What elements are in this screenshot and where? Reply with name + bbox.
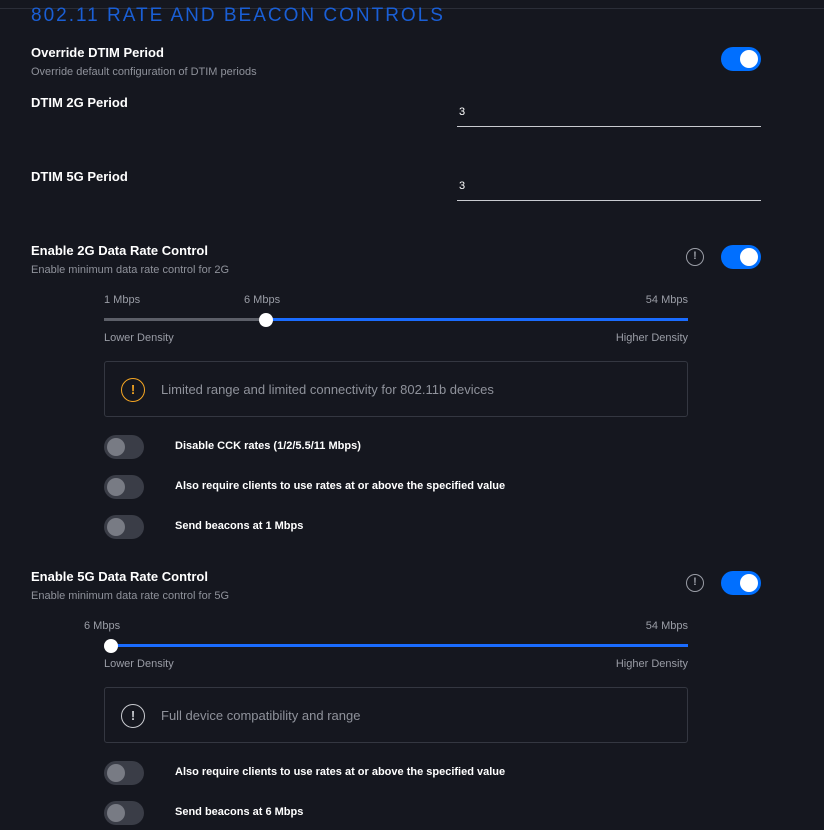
warning-icon: ! <box>121 378 145 402</box>
dtim-5g-field <box>457 172 761 201</box>
toggle-knob <box>107 764 125 782</box>
section-title: 802.11 RATE AND BEACON CONTROLS <box>31 5 445 26</box>
dtim-2g-input[interactable] <box>457 98 761 126</box>
dtim-2g-field <box>457 98 761 127</box>
override-dtim-toggle[interactable] <box>721 47 761 71</box>
rate-2g-slider-thumb[interactable] <box>259 313 273 327</box>
toggle-knob <box>107 518 125 536</box>
info-icon: ! <box>121 704 145 728</box>
slider-fill-active <box>266 318 688 321</box>
rate-2g-subtitle: Enable minimum data rate control for 2G <box>31 264 230 276</box>
toggle-knob <box>107 804 125 822</box>
slider-fill-inactive <box>104 318 266 321</box>
rate-2g-notice-text: Limited range and limited connectivity for 802.11b devices <box>161 382 494 397</box>
rate-2g-selected-label: 6 Mbps <box>244 294 281 306</box>
toggle-knob <box>740 50 758 68</box>
require-rates-5g-toggle[interactable] <box>104 761 144 785</box>
rate-2g-notice <box>104 361 688 417</box>
rate-2g-info-icon[interactable]: ! <box>686 248 704 266</box>
require-rates-2g-label: Also require clients to use rates at or above the specified value <box>175 480 506 492</box>
toggle-knob <box>740 574 758 592</box>
beacons-1mbps-label: Send beacons at 1 Mbps <box>175 520 304 532</box>
override-dtim-title: Override DTIM Period <box>31 45 164 60</box>
toggle-knob <box>107 478 125 496</box>
require-rates-5g-label: Also require clients to use rates at or above the specified value <box>175 766 506 778</box>
disable-cck-toggle[interactable] <box>104 435 144 459</box>
rate-5g-left-caption: Lower Density <box>104 658 174 670</box>
rate-2g-right-caption: Higher Density <box>615 332 688 344</box>
rate-5g-subtitle: Enable minimum data rate control for 5G <box>31 590 230 602</box>
rate-5g-notice-text: Full device compatibility and range <box>161 708 361 723</box>
override-dtim-subtitle: Override default configuration of DTIM periods <box>31 66 257 78</box>
slider-fill-active <box>111 644 688 647</box>
rate-2g-left-caption: Lower Density <box>104 332 174 344</box>
rate-5g-slider-thumb[interactable] <box>104 639 118 653</box>
rate-5g-right-caption: Higher Density <box>615 658 688 670</box>
rate-2g-toggle[interactable] <box>721 245 761 269</box>
rate-5g-slider-track[interactable] <box>104 644 688 647</box>
beacons-1mbps-toggle[interactable] <box>104 515 144 539</box>
dtim-5g-input[interactable] <box>457 172 761 200</box>
beacons-6mbps-label: Send beacons at 6 Mbps <box>175 806 304 818</box>
rate-5g-min-label: 6 Mbps <box>84 620 121 632</box>
rate-5g-info-icon[interactable]: ! <box>686 574 704 592</box>
rate-5g-toggle[interactable] <box>721 571 761 595</box>
rate-5g-notice <box>104 687 688 743</box>
rate-5g-title: Enable 5G Data Rate Control <box>31 569 208 584</box>
toggle-knob <box>740 248 758 266</box>
disable-cck-label: Disable CCK rates (1/2/5.5/11 Mbps) <box>175 440 361 452</box>
require-rates-2g-toggle[interactable] <box>104 475 144 499</box>
rate-2g-max-label: 54 Mbps <box>645 294 688 306</box>
rate-2g-slider-track[interactable] <box>104 318 688 321</box>
beacons-6mbps-toggle[interactable] <box>104 801 144 825</box>
toggle-knob <box>107 438 125 456</box>
rate-2g-title: Enable 2G Data Rate Control <box>31 243 208 258</box>
rate-2g-min-label: 1 Mbps <box>104 294 141 306</box>
dtim-2g-label: DTIM 2G Period <box>31 95 128 110</box>
dtim-5g-label: DTIM 5G Period <box>31 169 128 184</box>
rate-5g-max-label: 54 Mbps <box>645 620 688 632</box>
